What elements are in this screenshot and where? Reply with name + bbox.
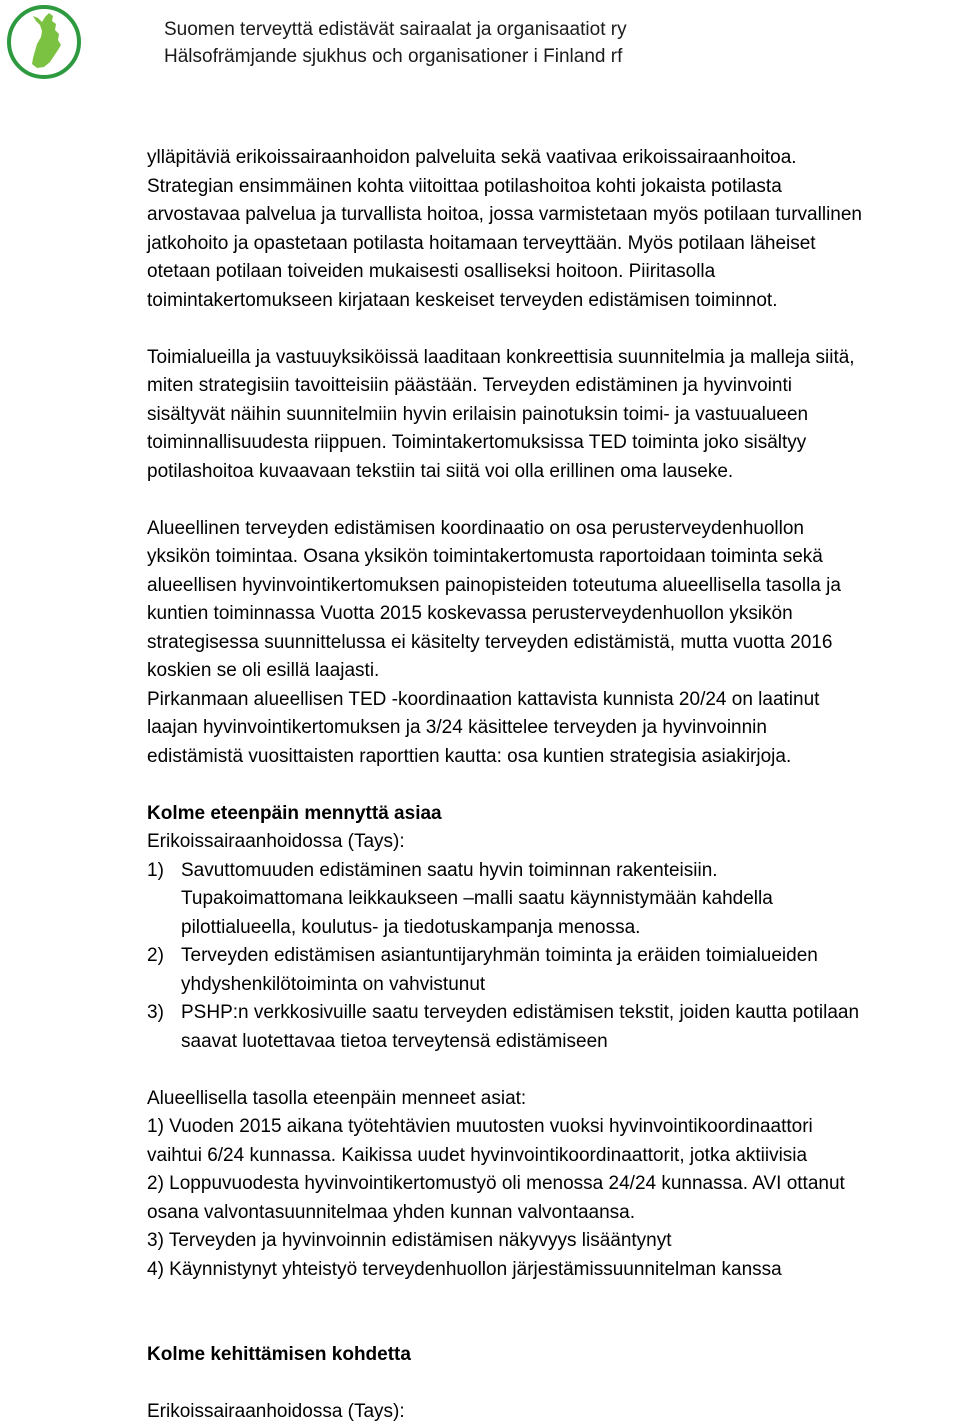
paragraph-units — [147, 344, 960, 487]
list-item — [147, 999, 960, 1056]
organization-name-fi: Suomen terveyttä edistävät sairaalat ja organisaatiot ry — [164, 19, 627, 40]
list-number: 2) — [147, 945, 164, 966]
text-line: koskien se oli esillä laajasti. — [147, 660, 380, 681]
text-line: Pirkanmaan alueellisen TED -koordinaation kattavista kunnista 20/24 on laatinut — [147, 688, 820, 710]
text-line: 2) Loppuvuodesta hyvinvointikertomustyö oli menossa 24/24 kunnassa. AVI ottanut — [147, 1173, 845, 1194]
text-line: Strategian ensimmäinen kohta viitoittaa potilashoitoa kohti jokaista potilasta — [147, 175, 782, 197]
text-line: 4) Käynnistynyt yhteistyö terveydenhuollon järjestämissuunnitelman kanssa — [147, 1258, 782, 1280]
text-line: sisältyvät näihin suunnitelmiin hyvin erilaisin painotuksin toimi- ja vastuualueen — [147, 403, 809, 425]
text-line: yksikön toimintaa. Osana yksikön toimintakertomusta raportoidaan toiminta sekä — [147, 546, 823, 567]
section-regional-progress — [147, 1085, 960, 1285]
text-line: potilashoitoa kuvaavaan tekstiin tai siitä voi olla erillinen oma lauseke. — [147, 460, 734, 482]
text-line: 3) Terveyden ja hyvinvoinnin edistämisen näkyvyys lisääntynyt — [147, 1230, 672, 1251]
text-line: toiminnallisuudesta riippuen. Toimintakertomuksissa TED toiminta joko sisältyy — [147, 432, 807, 453]
text-line: 1) Vuoden 2015 aikana työtehtävien muutosten vuoksi hyvinvointikoordinaattori — [147, 1116, 813, 1137]
section-subheading: Erikoissairaanhoidossa (Tays): — [147, 831, 405, 852]
list-item — [147, 942, 960, 999]
text-line: yhdyshenkilötoiminta on vahvistunut — [181, 973, 486, 995]
organization-name-sv: Hälsofrämjande sjukhus och organisationer i Finland rf — [164, 46, 623, 67]
section-development — [147, 1341, 960, 1427]
section-progress — [147, 800, 960, 1057]
section-subheading: Alueellisella tasolla eteenpäin menneet asiat: — [147, 1087, 527, 1109]
text-line: osana valvontasuunnitelmaa yhden kunnan valvontaansa. — [147, 1201, 636, 1223]
text-line: pilottialueella, koulutus- ja tiedotuskampanja menossa. — [181, 916, 641, 938]
text-line: Tupakoimattomana leikkaukseen –malli saatu käynnistymään kahdella — [181, 888, 773, 909]
section-subheading: Erikoissairaanhoidossa (Tays): — [147, 1401, 405, 1422]
text-line: jatkohoito ja opastetaan potilasta hoitamaan terveyttään. Myös potilaan läheiset — [147, 232, 816, 254]
text-line: vaihtui 6/24 kunnassa. Kaikissa uudet hyvinvointikoordinaattorit, jotka aktiivisia — [147, 1144, 808, 1166]
text-line: Savuttomuuden edistäminen saatu hyvin toiminnan rakenteisiin. — [181, 859, 718, 881]
text-line: Alueellinen terveyden edistämisen koordinaatio on osa perusterveydenhuollon — [147, 517, 804, 539]
list-number: 3) — [147, 1002, 164, 1023]
document-body — [147, 144, 960, 1427]
text-line: ylläpitäviä erikoissairaanhoidon palveluita sekä vaativaa erikoissairaanhoitoa. — [147, 147, 797, 168]
organization-header — [164, 16, 627, 70]
section-heading: Kolme eteenpäin mennyttä asiaa — [147, 802, 442, 824]
text-line: Toimialueilla ja vastuuyksiköissä laaditaan konkreettisia suunnitelmia ja malleja siitä, — [147, 346, 855, 368]
text-line: strategisessa suunnittelussa ei käsitelty terveyden edistämistä, mutta vuotta 2016 — [147, 631, 833, 653]
text-line: alueellisen hyvinvointikertomuksen painopisteiden toteutuma alueellisella tasolla ja — [147, 574, 841, 596]
text-line: otetaan potilaan toiveiden mukaisesti osalliseksi hoitoon. Piiritasolla — [147, 261, 716, 282]
list-item — [147, 857, 960, 943]
text-line: laajan hyvinvointikertomuksen ja 3/24 käsittelee terveyden ja hyvinvoinnin — [147, 717, 767, 738]
finland-map-icon — [6, 4, 82, 80]
text-line: Terveyden edistämisen asiantuntijaryhmän toiminta ja eräiden toimialueiden — [181, 945, 818, 966]
paragraph-strategy — [147, 144, 960, 315]
text-line: arvostavaa palvelua ja turvallista hoitoa, jossa varmistetaan myös potilaan turvallinen — [147, 204, 862, 225]
text-line: PSHP:n verkkosivuille saatu terveyden edistämisen tekstit, joiden kautta potilaan — [181, 1002, 860, 1023]
text-line: edistämistä vuosittaisten raporttien kautta: osa kuntien strategisia asiakirjoja. — [147, 745, 792, 767]
text-line: saavat luotettavaa tietoa terveytensä edistämiseen — [181, 1030, 608, 1052]
text-line: kuntien toiminnassa Vuotta 2015 koskevassa perusterveydenhuollon yksikön — [147, 603, 793, 624]
list-number: 1) — [147, 859, 164, 881]
text-line: toimintakertomukseen kirjataan keskeiset terveyden edistämisen toiminnot. — [147, 289, 778, 311]
section-heading: Kolme kehittämisen kohdetta — [147, 1344, 411, 1365]
paragraph-regional — [147, 515, 960, 772]
text-line: miten strategisiin tavoitteisiin päästään. Terveyden edistäminen ja hyvinvointi — [147, 375, 792, 396]
